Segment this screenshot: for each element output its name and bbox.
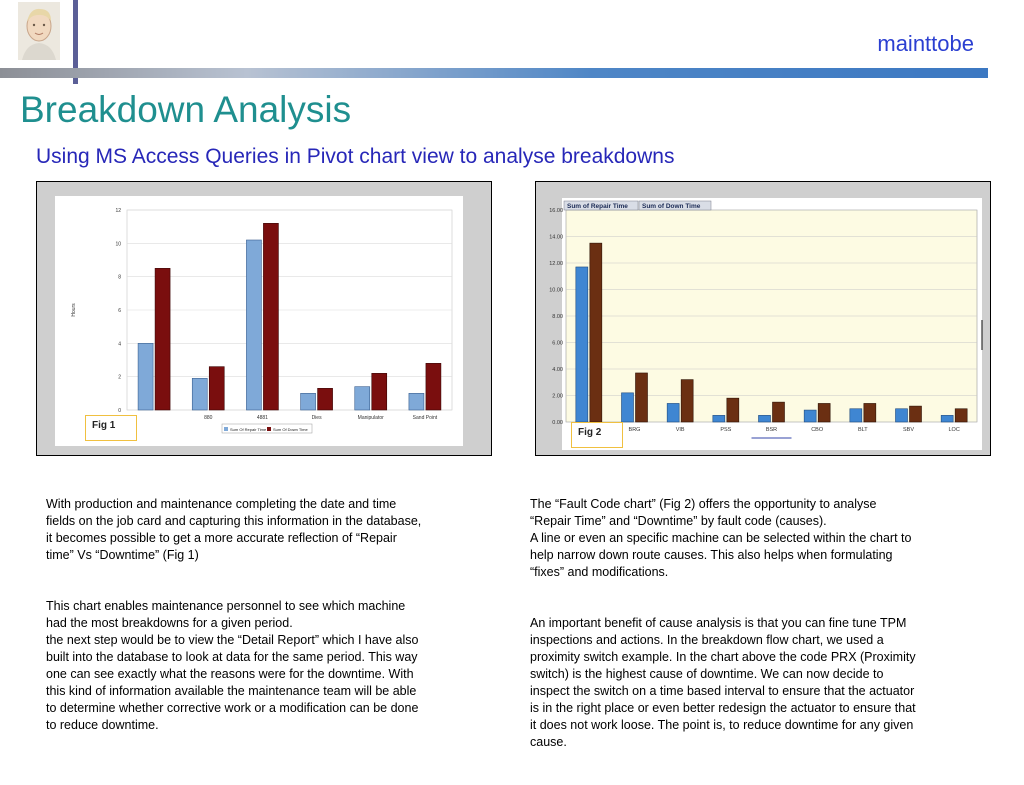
chart-2-x-tick-label: LOC bbox=[948, 427, 960, 433]
chart-1-bar bbox=[263, 223, 278, 410]
chart-1-legend-swatch bbox=[267, 427, 271, 431]
right-text-column bbox=[530, 479, 980, 785]
chart-2-field-label: Sum of Repair Time bbox=[567, 203, 628, 210]
author-photo bbox=[18, 2, 60, 60]
left-paragraph-2: This chart enables maintenance personnel to see which machine had the most breakdowns for a given period. the next step would be to view the “Detail Report” which I have also built into the database to look at data for the same period. This way one can see exactly what the reasons were for the downtime. With this kind of information available the maintenance team will be able to determine whether corrective work or a modification can be done to reduce downtime. bbox=[46, 599, 419, 732]
chart-1-bar bbox=[138, 343, 153, 410]
chart-2-field-label: Sum of Down Time bbox=[642, 203, 701, 210]
chart-2-bar bbox=[681, 380, 693, 422]
page-subtitle: Using MS Access Queries in Pivot chart view to analyse breakdowns bbox=[36, 145, 675, 168]
chart-2-bar bbox=[759, 415, 771, 422]
chart-2-x-tick-label: BLT bbox=[857, 427, 868, 433]
chart-2-bar bbox=[622, 393, 634, 422]
chart-2-y-tick-label: 8.00 bbox=[552, 314, 563, 320]
chart-2-bar bbox=[773, 402, 785, 422]
chart-1-y-tick-label: 2 bbox=[118, 374, 121, 381]
chart-2-bar bbox=[667, 403, 679, 422]
header-divider-band bbox=[0, 68, 988, 78]
chart-1-x-tick-label: Manipulator bbox=[357, 415, 384, 421]
chart-1-legend-label: Sum Of Down Time bbox=[273, 427, 308, 432]
chart-2-x-tick-label: SBV bbox=[902, 427, 915, 433]
chart-2-bar bbox=[941, 415, 953, 422]
left-paragraph-1: With production and maintenance completing the date and time fields on the job card and capturing this information in the database, it becomes possible to get a more accurate reflection of “Repair time” Vs “Downtime” (Fig 1) bbox=[46, 497, 422, 562]
chart-1-y-axis-label: Hours bbox=[71, 303, 77, 317]
chart-2-x-tick-label: BSR bbox=[765, 427, 778, 433]
chart-2-x-tick-label: VIB bbox=[675, 427, 685, 433]
figure-1-panel bbox=[36, 181, 492, 456]
chart-1-bar bbox=[409, 393, 424, 410]
chart-2-bar bbox=[636, 373, 648, 422]
chart-2-y-tick-label: 2.00 bbox=[552, 393, 563, 400]
chart-2-y-tick-label: 6.00 bbox=[552, 340, 563, 347]
chart-2-bar bbox=[804, 410, 816, 422]
chart-1-x-tick-label: Dies bbox=[311, 415, 322, 421]
chart-2-bar bbox=[576, 267, 588, 422]
chart-2-y-tick-label: 14.00 bbox=[549, 234, 563, 241]
chart-2-bar bbox=[727, 398, 739, 422]
figure-2-panel bbox=[535, 181, 991, 456]
brand-name: mainttobe bbox=[877, 31, 974, 56]
chart-1-y-tick-label: 6 bbox=[118, 308, 121, 314]
chart-1-bar bbox=[192, 378, 207, 410]
chart-2-x-tick-label: BRG bbox=[628, 427, 641, 433]
chart-1-legend-label: Sum Of Repair Time bbox=[230, 427, 267, 432]
chart-1-y-tick-label: 8 bbox=[118, 274, 121, 281]
chart-1-x-tick-label: 4881 bbox=[256, 415, 268, 421]
chart-1-bar bbox=[246, 240, 261, 410]
chart-2-bar bbox=[955, 409, 967, 422]
person-icon bbox=[18, 2, 60, 60]
chart-2-y-tick-label: 0.00 bbox=[552, 420, 563, 426]
figure-1-label: Fig 1 bbox=[85, 415, 137, 441]
figure-2-label: Fig 2 bbox=[571, 422, 623, 448]
chart-2-y-tick-label: 4.00 bbox=[552, 367, 563, 373]
chart-1-legend-swatch bbox=[224, 427, 228, 431]
chart-1-y-tick-label: 12 bbox=[115, 208, 121, 214]
chart-1-bar bbox=[318, 388, 333, 410]
chart-1-y-tick-label: 4 bbox=[118, 341, 121, 348]
right-paragraph-1: The “Fault Code chart” (Fig 2) offers the opportunity to analyse “Repair Time” and “Downtime” by fault code (causes). A line or even an specific machine can be selected within the chart to help narrow down route causes. This also helps when formulating “fixes” and modifications. bbox=[530, 497, 912, 579]
chart-2-y-tick-label: 12.00 bbox=[549, 261, 563, 267]
chart-1-y-tick-label: 0 bbox=[118, 408, 121, 414]
chart-2-x-tick-label: PSS bbox=[720, 427, 732, 433]
chart-1-bar bbox=[209, 367, 224, 410]
page-title: Breakdown Analysis bbox=[20, 89, 352, 130]
chart-1-bar bbox=[355, 387, 370, 410]
chart-1-x-tick-label: 880 bbox=[204, 415, 213, 421]
chart-2-x-tick-label: CBO bbox=[811, 427, 824, 433]
chart-1-bar bbox=[426, 363, 441, 410]
chart-2-bar bbox=[590, 243, 602, 422]
left-text-column bbox=[46, 479, 486, 768]
chart-2-y-tick-label: 10.00 bbox=[549, 287, 563, 294]
chart-2-bar bbox=[896, 409, 908, 422]
right-paragraph-2: An important benefit of cause analysis is that you can fine tune TPM inspections and actions. In the breakdown flow chart, we used a proximity switch example. In the chart above the code PRX (Proximity switch) is the highest cause of downtime. We can now decide to inspect the switch on a time based interval to ensure that the actuator is in the right place or even better redesign the actuator to ensure that it does not work loose. The point is, to reduce downtime for any given cause. bbox=[530, 616, 916, 749]
chart-2-bar bbox=[910, 406, 922, 422]
chart-1-bar bbox=[372, 373, 387, 410]
chart-1-y-tick-label: 10 bbox=[115, 241, 121, 248]
chart-2-bar bbox=[713, 415, 725, 422]
chart-2-bar bbox=[818, 403, 830, 422]
chart-2-y-tick-label: 16.00 bbox=[549, 208, 563, 214]
figure-2-chart bbox=[536, 182, 990, 455]
chart-1-bar bbox=[301, 393, 316, 410]
chart-1-x-tick-label: Sand Point bbox=[412, 415, 438, 421]
chart-1-bar bbox=[155, 268, 170, 410]
chart-2-bar bbox=[864, 403, 876, 422]
chart-2-bar bbox=[850, 409, 862, 422]
